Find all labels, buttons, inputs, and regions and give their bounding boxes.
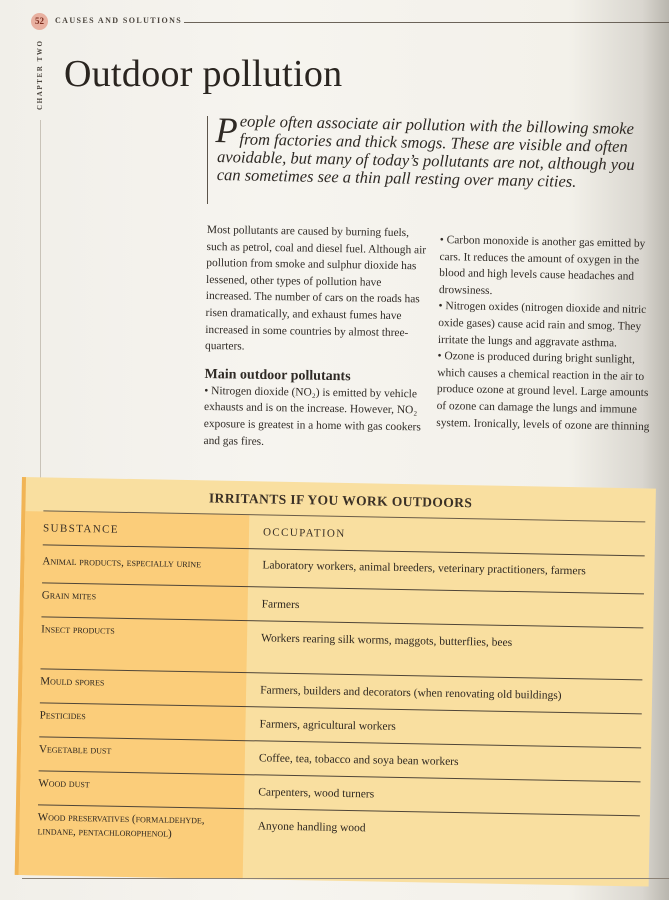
footer-rule (22, 878, 669, 879)
subheading: Main outdoor pollutants (204, 366, 351, 385)
drop-cap: P (215, 109, 239, 151)
bullet-ozone: • Ozone is produced during bright sunlight, which causes a chemical reaction in the air to produce ozone at ground level. Large amounts of ozone can damage the lungs and immune system. Ironically, levels of ozone are thinning (436, 350, 650, 433)
occupation-cell: Farmers, agricultural workers (259, 718, 396, 733)
occupation-cell: Coffee, tea, tobacco and soya bean workers (258, 752, 459, 769)
column-header-substance: SUBSTANCE (42, 522, 120, 536)
substance-cell: Wood preservatives (formaldehyde, lindane, pentachlorophenol) (37, 811, 205, 840)
bullet-nitrogen-oxides: • Nitrogen oxides (nitrogen dioxide and nitric oxide gases) cause acid rain and smog. They irritate the lungs and aggravate asthma. (437, 300, 647, 349)
margin-rule (40, 120, 41, 480)
irritants-table (15, 477, 656, 887)
substance-cell: Animal products, especially urine (42, 555, 202, 571)
bullet-carbon-monoxide: • Carbon monoxide is another gas emitted by cars. It reduces the amount of oxygen in the blood and high levels cause headaches and drowsiness. (438, 233, 646, 297)
occupation-cell: Farmers (261, 598, 300, 612)
substance-cell: Pesticides (39, 709, 86, 723)
occupation-cell: Farmers, builders and decorators (when renovating old buildings) (260, 684, 562, 702)
bullet-nitrogen-dioxide: • Nitrogen dioxide (NO₂) is emitted by vehicle exhausts and is on the increase. However, NO₂ exposure is greatest in a home with gas cookers and gas fires. (203, 384, 421, 448)
substance-cell: Vegetable dust (38, 743, 112, 757)
table-title: IRRITANTS IF YOU WORK OUTDOORS (208, 490, 473, 511)
body-paragraph: Most pollutants are caused by burning fuels, such as petrol, coal and diesel fuel. Although air pollution from smoke and sulphur dioxide has lessened, other types of pollution have increased. The number of cars on the roads has risen dramatically, and exhaust fumes have increased in some countries by almost three-quarters. (204, 223, 427, 353)
occupation-cell: Anyone handling wood (257, 820, 366, 835)
section-header: CAUSES AND SOLUTIONS (55, 16, 183, 25)
intro-text: eople often associate air pollution with the billowing smoke from factories and thick smogs. These are visible and often avoidable, but many of today’s pollutants are not, although you can sometimes see a thin pall resting over many cities. (216, 111, 635, 191)
occupation-cell: Workers rearing silk worms, maggots, butterflies, bees (260, 632, 513, 650)
body-column-left (203, 222, 429, 453)
occupation-cell: Carpenters, wood turners (258, 786, 375, 801)
page-number: 52 (31, 13, 48, 30)
occupation-cell: Laboratory workers, animal breeders, veterinary practitioners, farmers (262, 559, 586, 578)
substance-cell: Wood dust (38, 777, 90, 791)
substance-cell: Mould spores (40, 675, 105, 689)
body-column-right (436, 232, 658, 435)
chapter-label: CHAPTER TWO (36, 39, 44, 110)
header-rule (184, 22, 669, 23)
intro-rule (207, 116, 208, 204)
substance-cell: Insect products (41, 623, 115, 637)
substance-cell: Grain mites (41, 589, 97, 603)
page-title: Outdoor pollution (64, 53, 343, 95)
intro-paragraph (215, 109, 650, 192)
column-header-occupation: OCCUPATION (262, 526, 346, 540)
